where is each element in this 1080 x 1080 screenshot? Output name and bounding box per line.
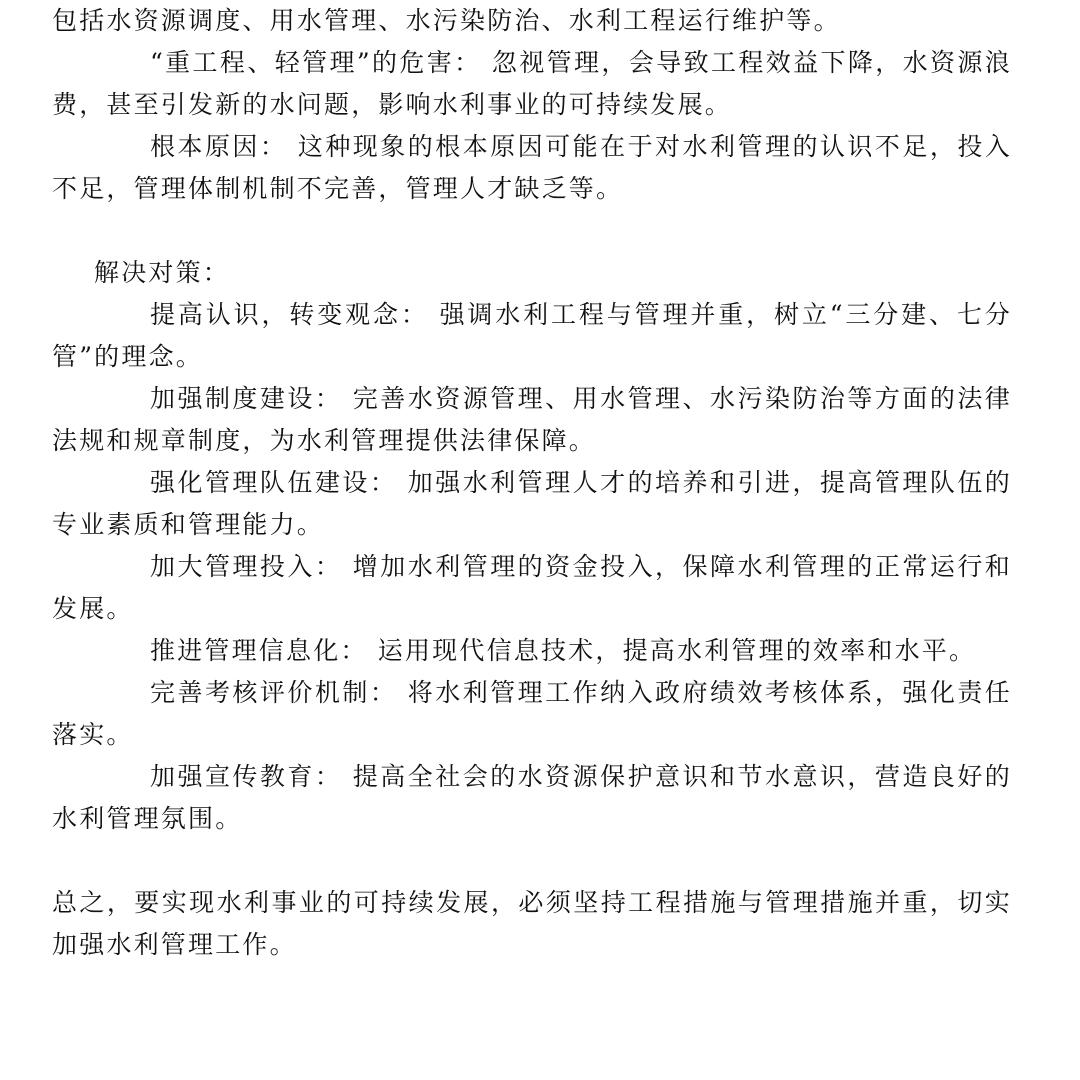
solution-text: 强调水利工程与管理并重，树立“三分建、七分管”的理念。	[52, 300, 1012, 371]
solution-text: 运用现代信息技术，提高水利管理的效率和水平。	[377, 636, 977, 665]
solution-item-2	[52, 378, 1012, 462]
solution-term: 加强宣传教育：	[150, 762, 343, 791]
root-cause-text: 这种现象的根本原因可能在于对水利管理的认识不足，投入不足，管理体制机制不完善，管理人才缺乏等。	[52, 132, 1013, 203]
solution-item-5	[52, 630, 1012, 672]
solution-item-1	[52, 294, 1012, 378]
solution-term: 推进管理信息化：	[150, 636, 368, 665]
document-body	[52, 0, 1012, 966]
solution-item-4	[52, 546, 1012, 630]
solution-term: 强化管理队伍建设：	[150, 468, 398, 497]
intro-line: 包括水资源调度、用水管理、水污染防治、水利工程运行维护等。	[52, 6, 841, 35]
harm-text: 忽视管理，会导致工程效益下降，水资源浪费，甚至引发新的水问题，影响水利事业的可持续发展。	[52, 48, 1012, 119]
harm-term: “重工程、轻管理”的危害：	[150, 48, 482, 77]
spacer	[52, 840, 1012, 882]
solution-text: 增加水利管理的资金投入，保障水利管理的正常运行和发展。	[52, 552, 1012, 623]
root-cause-term: 根本原因：	[150, 132, 288, 161]
spacer	[52, 210, 1012, 252]
solution-text: 将水利管理工作纳入政府绩效考核体系，强化责任落实。	[52, 678, 1012, 749]
solution-text: 加强水利管理人才的培养和引进，提高管理队伍的专业素质和管理能力。	[52, 468, 1012, 539]
harm-paragraph	[52, 42, 1012, 126]
root-cause-paragraph	[52, 126, 1012, 210]
solution-text: 提高全社会的水资源保护意识和节水意识，营造良好的水利管理氛围。	[52, 762, 1012, 833]
solution-term: 加强制度建设：	[150, 384, 343, 413]
solutions-heading: 解决对策：	[94, 258, 231, 287]
solution-item-3	[52, 462, 1012, 546]
solution-text: 完善水资源管理、用水管理、水污染防治等方面的法律法规和规章制度，为水利管理提供法律保障。	[52, 384, 1012, 455]
solution-item-7	[52, 756, 1012, 840]
conclusion-paragraph: 总之，要实现水利事业的可持续发展，必须坚持工程措施与管理措施并重，切实加强水利管理工作。	[52, 888, 1012, 959]
solution-term: 加大管理投入：	[150, 552, 343, 581]
solution-term: 完善考核评价机制：	[150, 678, 398, 707]
solution-term: 提高认识，转变观念：	[150, 300, 429, 329]
solution-item-6	[52, 672, 1012, 756]
